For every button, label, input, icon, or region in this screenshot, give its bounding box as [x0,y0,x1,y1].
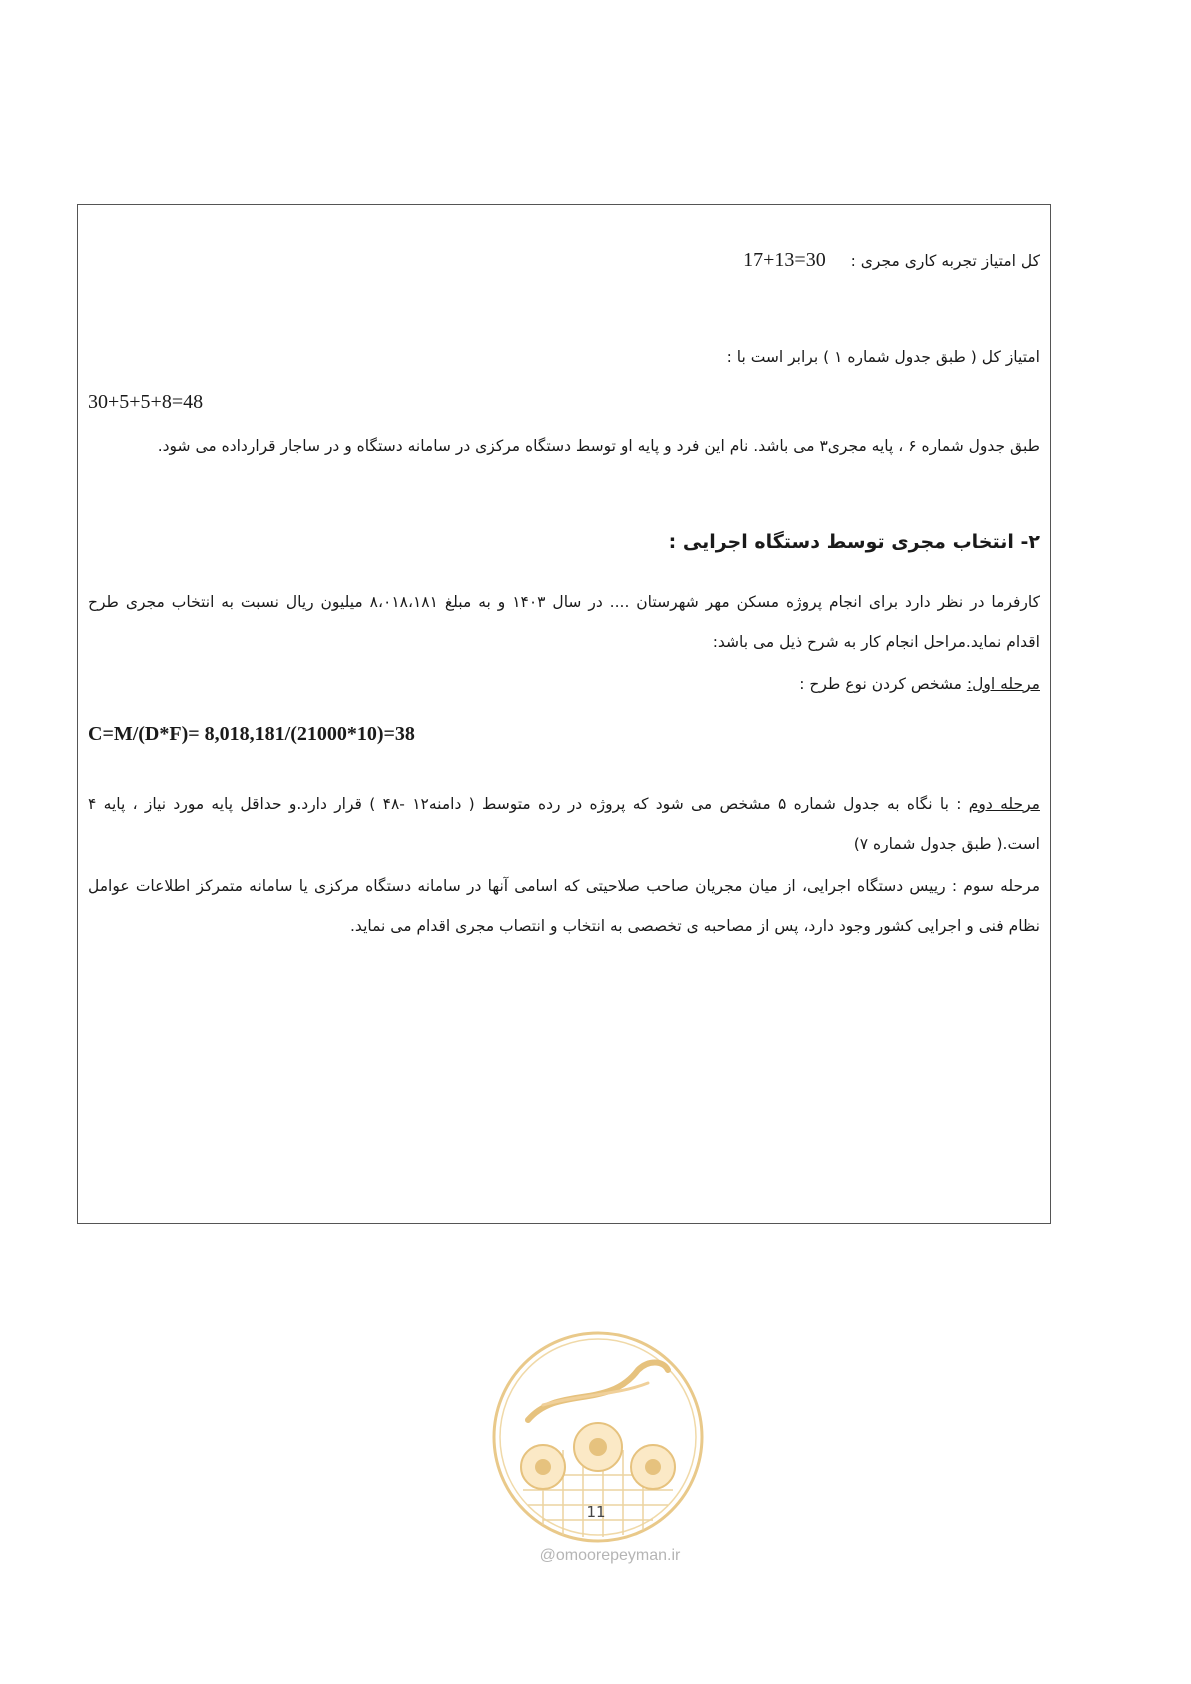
section2-heading: ۲- انتخاب مجری توسط دستگاه اجرایی : [668,531,1040,553]
step2-line2: است.( طبق جدول شماره ۷) [853,835,1040,853]
total-score-equation: 30+5+5+8=48 [88,391,204,413]
table6-note: طبق جدول شماره ۶ ، پایه مجری۳ می باشد. نام این فرد و پایه او توسط دستگاه مرکزی در سامانه دستگاه و در ساجار قرارداده می شود. [157,437,1040,455]
step1-text: مشخص کردن نوع طرح : [799,675,967,693]
total-experience-equation: 17+13=30 [743,249,826,271]
project-type-formula: C=M/(D*F)= 8,018,181/(21000*10)=38 [88,723,415,745]
total-experience-row [743,249,1040,272]
total-score-label: امتیاز کل ( طبق جدول شماره ۱ ) برابر است با : [726,348,1040,366]
step1-label: مرحله اول: [966,675,1040,693]
intro-line2: اقدام نماید.مراحل انجام کار به شرح ذیل می باشد: [712,633,1040,651]
step3-line2: نظام فنی و اجرایی کشور وجود دارد، پس از مصاحبه ی تخصصی به انتخاب و انتصاب مجری اقدام می نماید. [350,917,1040,935]
page-number: 11 [586,1503,606,1521]
step2-line1 [88,795,1040,813]
step3-line1: مرحله سوم : رییس دستگاه اجرایی، از میان مجریان صاحب صلاحیتی که اسامی آنها در سامانه دستگاه مرکزی یا سامانه متمرکز اطلاعات عوامل [88,877,1040,895]
content-frame [77,204,1051,1224]
total-experience-label: کل امتیاز تجربه کاری مجری : [850,252,1040,270]
step2-text: : با نگاه به جدول شماره ۵ مشخص می شود که پروژه در رده متوسط ( دامنه۱۲ -۴۸ ) قرار دارد.و حداقل پایه مورد نیاز ، پایه ۴ [88,795,969,813]
step2-label: مرحله دوم [968,795,1040,813]
step1-row [799,675,1040,693]
intro-line1: کارفرما در نظر دارد برای انجام پروژه مسکن مهر شهرستان .... در سال ۱۴۰۳ و به مبلغ ۸،۰۱۸،۱۸۱ میلیون ریال نسبت به انتخاب مجری طرح [88,593,1040,611]
website-watermark: @omoorepeyman.ir [539,1547,681,1564]
